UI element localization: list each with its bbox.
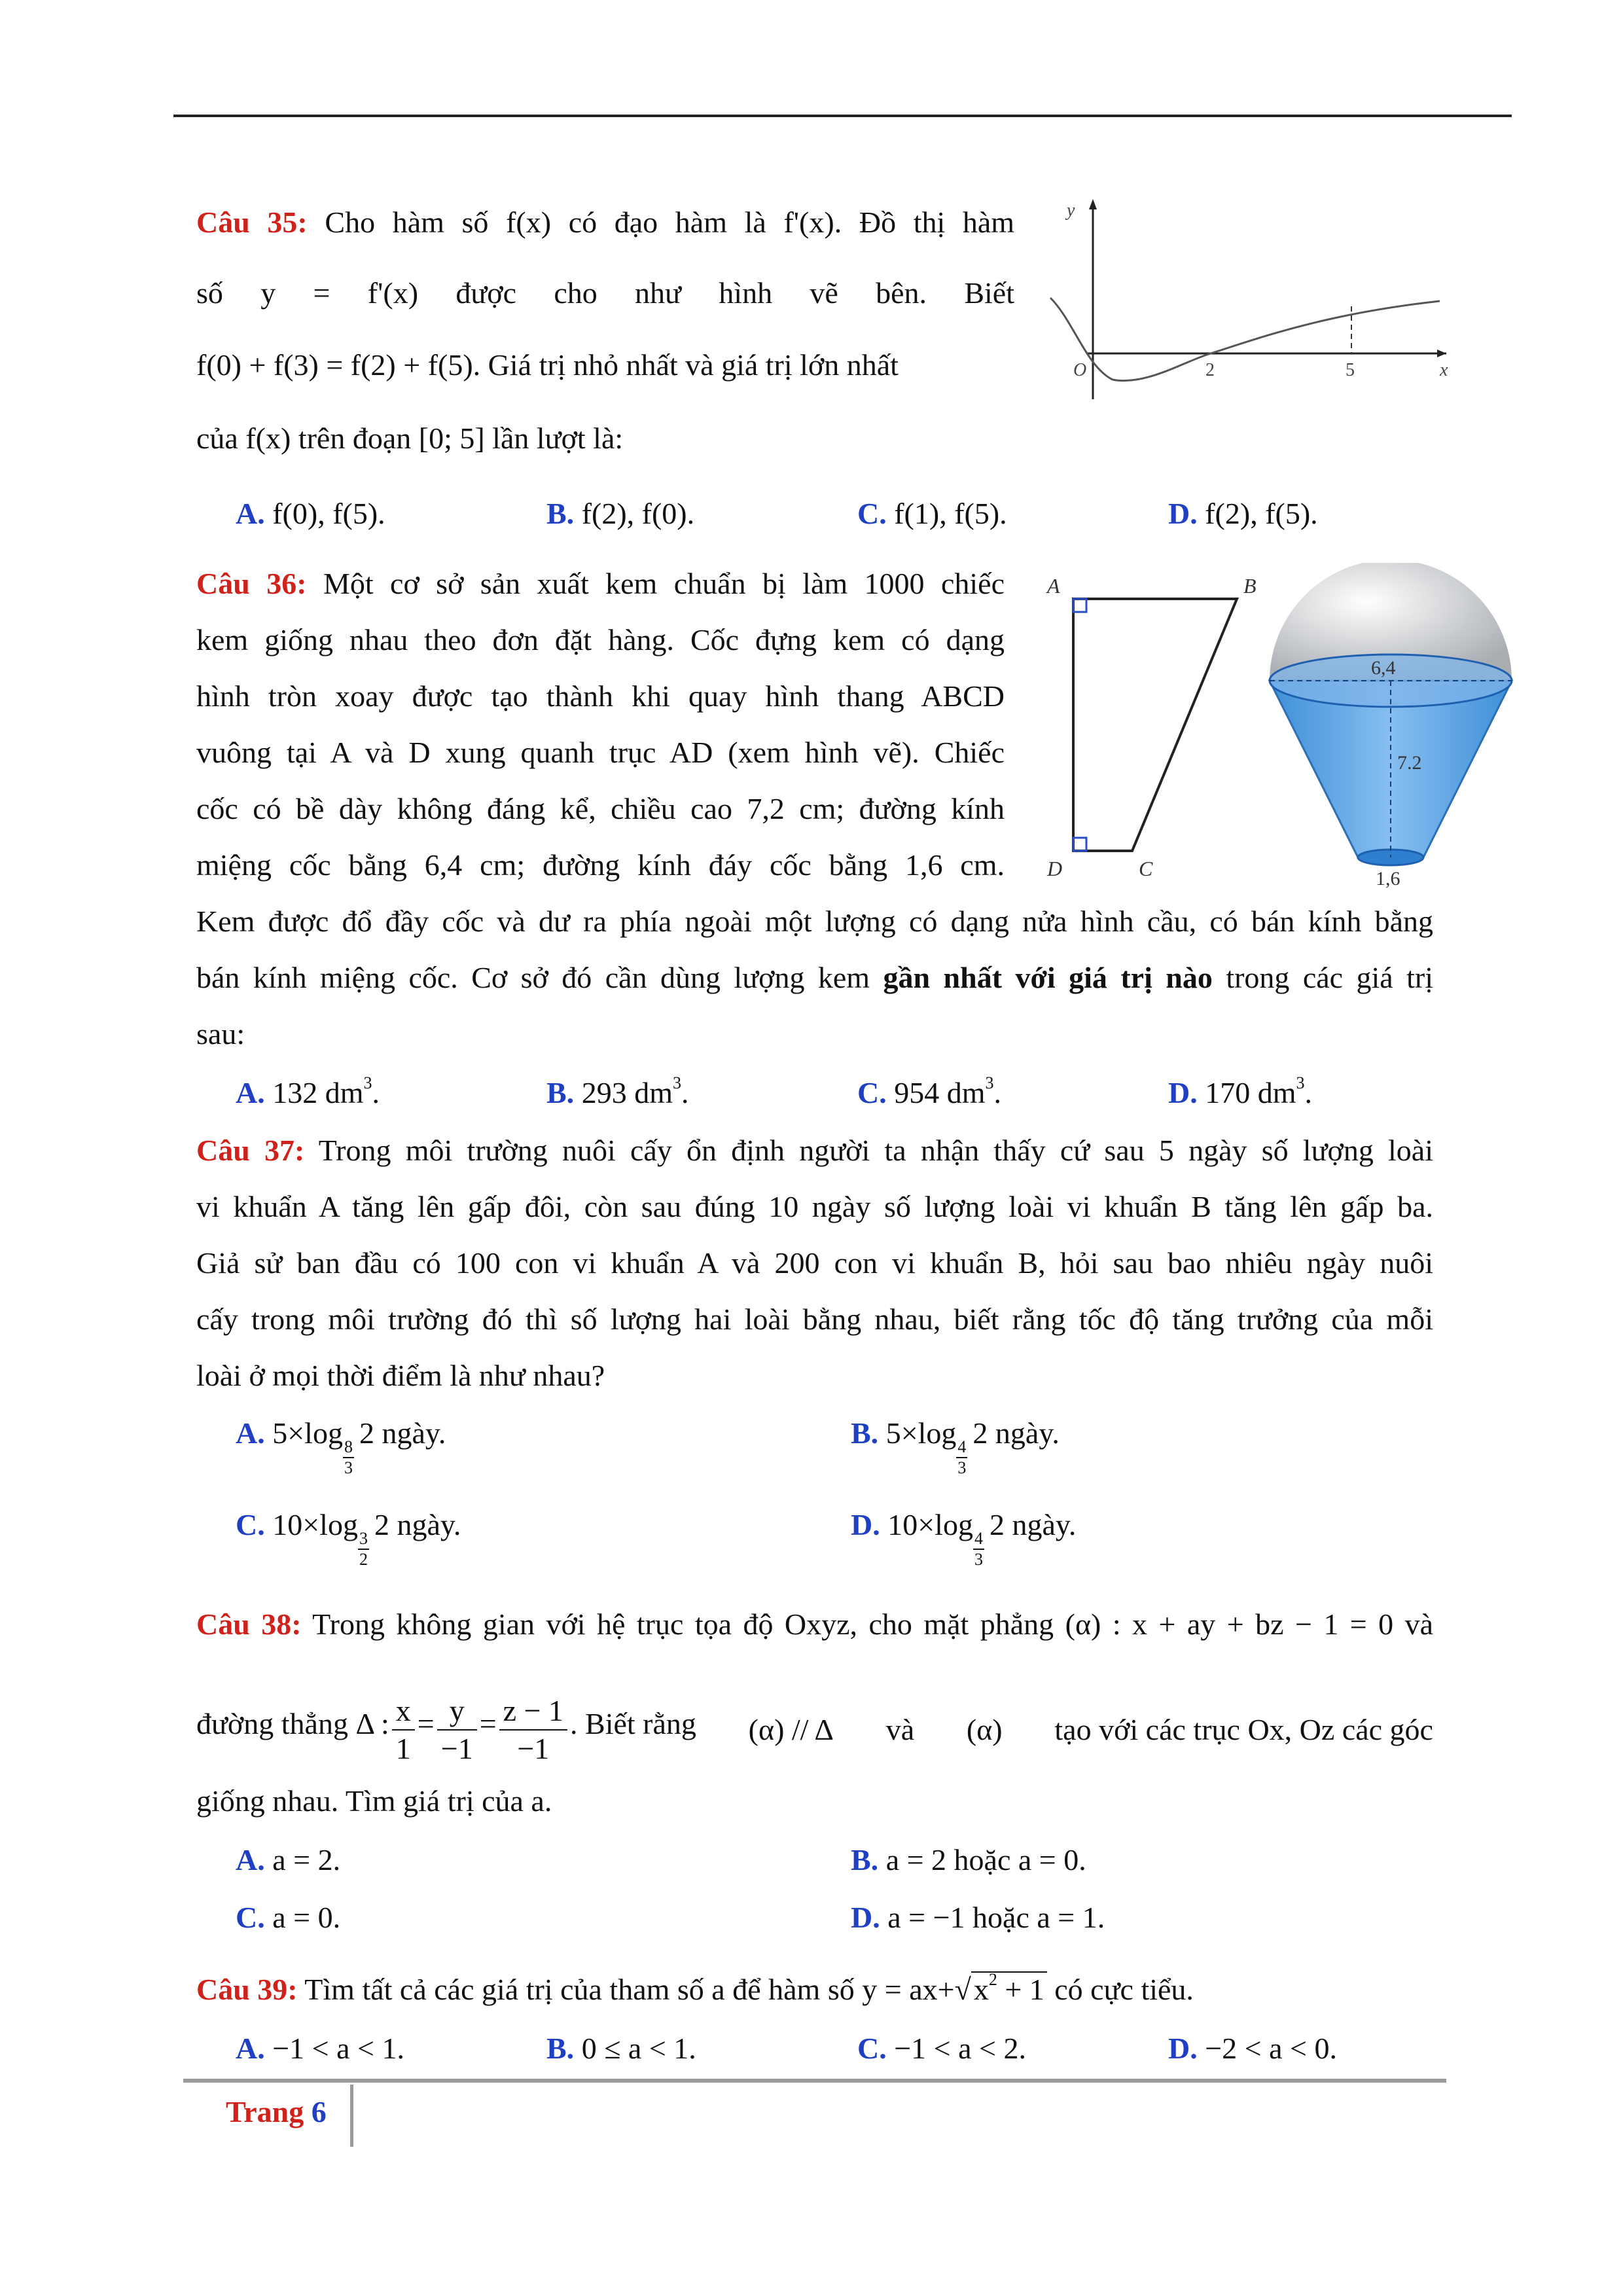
q35-derivative-graph bbox=[1047, 190, 1453, 399]
vertex-a: A bbox=[1047, 574, 1060, 598]
q39-line-1 bbox=[196, 1970, 1194, 2009]
q38-text: . Biết rằng bbox=[570, 1707, 696, 1740]
option-text: f(1), f(5). bbox=[894, 497, 1007, 530]
option-text: −2 < a < 0. bbox=[1205, 2032, 1337, 2065]
vertex-d: D bbox=[1047, 857, 1063, 880]
frac-num: z − 1 bbox=[499, 1693, 567, 1731]
graph-origin-label: O bbox=[1073, 360, 1087, 380]
q37-line-4: cấy trong môi trường đó thì số lượng hai loài bằng nhau, biết rằng tốc độ tăng trưởng của mỗi bbox=[196, 1302, 1433, 1336]
log-base-num: 4 bbox=[956, 1437, 967, 1458]
option-letter: C. bbox=[236, 1508, 265, 1541]
q35-eq: y = f'(x) bbox=[260, 276, 419, 310]
q35-condition: f(0) + f(3) = f(2) + f(5). bbox=[196, 348, 481, 382]
option-letter: A. bbox=[236, 1416, 265, 1450]
option-letter: B. bbox=[851, 1416, 879, 1450]
option-exponent: 3 bbox=[672, 1073, 681, 1092]
q39-option-b bbox=[546, 2029, 696, 2068]
option-text: 10×log bbox=[272, 1508, 358, 1541]
q35-text: Đồ thị hàm bbox=[859, 206, 1015, 239]
q37-line-2: vi khuẩn A tăng lên gấp đôi, còn sau đúng 10 ngày số lượng loài vi khuẩn B tăng lên gấp ba. bbox=[196, 1190, 1433, 1223]
q36-option-c bbox=[857, 1073, 1001, 1113]
page-number-value: 6 bbox=[311, 2095, 327, 2128]
option-text: a = 0. bbox=[272, 1901, 341, 1934]
q39-equation: y = ax+ bbox=[862, 1973, 955, 2006]
q35-fpx: f'(x). bbox=[783, 206, 842, 239]
footer-rule bbox=[183, 2079, 1446, 2083]
frac-den: −1 bbox=[517, 1732, 550, 1765]
label-bottom-diameter: 1,6 bbox=[1376, 868, 1400, 889]
q37-title: Câu 37: bbox=[196, 1134, 305, 1167]
q39-option-a bbox=[236, 2029, 404, 2068]
option-text: 2 ngày. bbox=[359, 1416, 446, 1450]
q35-option-c bbox=[857, 494, 1007, 533]
header-rule bbox=[173, 115, 1512, 117]
log-base-den: 3 bbox=[344, 1458, 353, 1477]
q35-text: trên đoạn bbox=[298, 422, 412, 455]
option-end: . bbox=[372, 1076, 380, 1109]
option-text: 954 dm bbox=[894, 1076, 986, 1109]
q38-fraction-x bbox=[392, 1693, 415, 1767]
q35-fx: f(x) bbox=[245, 422, 291, 455]
option-text: −1 < a < 2. bbox=[894, 2032, 1026, 2065]
q35-title: Câu 35: bbox=[196, 206, 308, 239]
q36-line-8 bbox=[196, 958, 1433, 997]
frac-den: 1 bbox=[395, 1732, 411, 1765]
option-letter: B. bbox=[546, 497, 575, 530]
q39-text: có cực tiểu. bbox=[1054, 1973, 1194, 2006]
graph-x-label: x bbox=[1440, 360, 1448, 380]
q35-text: lần lượt là: bbox=[492, 422, 624, 455]
q35-option-b bbox=[546, 494, 694, 533]
option-letter: B. bbox=[851, 1843, 879, 1876]
derivative-curve bbox=[1050, 298, 1440, 381]
option-letter: D. bbox=[851, 1508, 880, 1541]
log-base-fraction bbox=[973, 1529, 984, 1570]
q37-line-5: loài ở mọi thời điểm là như nhau? bbox=[196, 1359, 605, 1392]
y-axis-arrow bbox=[1089, 199, 1097, 209]
q39-sqrt-body bbox=[971, 1971, 1047, 2006]
q35-interval: [0; 5] bbox=[418, 422, 485, 455]
option-text: 293 dm bbox=[581, 1076, 673, 1109]
q39-option-c bbox=[857, 2029, 1026, 2068]
option-text: f(0), f(5). bbox=[272, 497, 385, 530]
frac-den: −1 bbox=[440, 1732, 473, 1765]
option-exponent: 3 bbox=[1296, 1073, 1305, 1092]
q38-text: và bbox=[1404, 1607, 1434, 1641]
q35-line-2 bbox=[196, 274, 1014, 313]
q37-option-d bbox=[851, 1505, 1076, 1570]
option-letter: C. bbox=[857, 1076, 887, 1109]
option-letter: A. bbox=[236, 2032, 265, 2065]
option-text: a = 2 hoặc a = 0. bbox=[885, 1843, 1086, 1876]
q38-option-c bbox=[236, 1898, 340, 1937]
graph-tick-2: 2 bbox=[1205, 360, 1215, 380]
sqrt-base: x bbox=[973, 1973, 989, 2006]
q36-line-5: cốc có bề dày không đáng kể, chiều cao 7,2 cm; đường kính bbox=[196, 792, 1005, 825]
option-letter: D. bbox=[1168, 2032, 1198, 2065]
option-text: 5×log bbox=[272, 1416, 343, 1450]
log-base-fraction bbox=[358, 1529, 369, 1570]
q35-option-d bbox=[1168, 494, 1318, 533]
q36-line-1 bbox=[196, 564, 1005, 603]
log-base-fraction bbox=[343, 1437, 354, 1478]
q35-fx: f(x) bbox=[506, 206, 552, 239]
q36-trapezoid-figure bbox=[1041, 569, 1257, 884]
q38-delta: Δ : bbox=[355, 1707, 389, 1740]
option-letter: A. bbox=[236, 1076, 265, 1109]
option-text: 2 ngày. bbox=[374, 1508, 461, 1541]
log-base-fraction bbox=[956, 1437, 967, 1478]
q35-text: Giá trị nhỏ nhất và giá trị lớn nhất bbox=[488, 348, 899, 382]
log-base-num: 4 bbox=[973, 1529, 984, 1550]
q37-text: Trong môi trường nuôi cấy ổn định người ta nhận thấy cứ sau 5 ngày số lượng loài bbox=[318, 1134, 1434, 1167]
label-top-diameter: 6,4 bbox=[1371, 657, 1396, 679]
footer-divider bbox=[350, 2085, 353, 2147]
q38-fraction-z bbox=[499, 1693, 567, 1767]
option-text: 170 dm bbox=[1205, 1076, 1296, 1109]
graph-tick-5: 5 bbox=[1346, 360, 1355, 380]
x-axis-arrow bbox=[1437, 350, 1446, 357]
option-end: . bbox=[993, 1076, 1002, 1109]
option-text: a = 2. bbox=[272, 1843, 341, 1876]
q36-option-d bbox=[1168, 1073, 1312, 1113]
q38-option-b bbox=[851, 1840, 1086, 1880]
q36-emphasis: gần nhất với giá trị nào bbox=[883, 961, 1213, 994]
q35-text: được cho như hình vẽ bên. Biết bbox=[455, 276, 1015, 310]
q37-option-c bbox=[236, 1505, 461, 1570]
option-letter: A. bbox=[236, 497, 265, 530]
option-text: 5×log bbox=[885, 1416, 957, 1450]
q36-text: bán kính miệng cốc. Cơ sở đó cần dùng lượng kem bbox=[196, 961, 870, 994]
option-text: 2 ngày. bbox=[972, 1416, 1060, 1450]
q36-line-4: vuông tại A và D xung quanh trục AD (xem hình vẽ). Chiếc bbox=[196, 736, 1005, 769]
right-angle-d bbox=[1073, 838, 1086, 851]
q38-parallel: (α) // Δ bbox=[748, 1713, 834, 1746]
q38-title: Câu 38: bbox=[196, 1607, 302, 1641]
option-text: f(2), f(0). bbox=[581, 497, 695, 530]
option-letter: B. bbox=[546, 2032, 575, 2065]
sqrt-tail: + 1 bbox=[997, 1973, 1044, 2006]
q38-text: tạo với các trục Ox, Oz các góc bbox=[1054, 1713, 1433, 1746]
q39-option-d bbox=[1168, 2029, 1337, 2068]
q38-text: Trong không gian với hệ trục tọa độ Oxyz, cho mặt phẳng bbox=[312, 1607, 1054, 1641]
log-base-den: 2 bbox=[359, 1550, 368, 1569]
q35-option-a bbox=[236, 494, 385, 533]
graph-y-label: y bbox=[1067, 200, 1075, 221]
q35-line-4 bbox=[196, 419, 623, 458]
q36-line-2: kem giống nhau theo đơn đặt hàng. Cốc đựng kem có dạng bbox=[196, 623, 1005, 656]
label-height: 7.2 bbox=[1397, 752, 1422, 774]
vertex-c: C bbox=[1139, 857, 1153, 880]
q36-option-a bbox=[236, 1073, 380, 1113]
q39-text: Tìm tất cả các giá trị của tham số a để hàm số bbox=[304, 1973, 855, 2006]
q36-option-b bbox=[546, 1073, 688, 1113]
option-letter: A. bbox=[236, 1843, 265, 1876]
q36-line-9: sau: bbox=[196, 1017, 245, 1050]
log-base-den: 3 bbox=[974, 1550, 983, 1569]
q36-line-3: hình tròn xoay được tạo thành khi quay hình thang ABCD bbox=[196, 679, 1005, 713]
q38-text: đường thẳng bbox=[196, 1707, 348, 1740]
q36-title: Câu 36: bbox=[196, 567, 307, 600]
log-base-num: 8 bbox=[343, 1437, 354, 1458]
q36-line-7: Kem được đổ đầy cốc và dư ra phía ngoài một lượng có dạng nửa hình cầu, có bán kính bằng bbox=[196, 905, 1433, 938]
option-letter: D. bbox=[1168, 1076, 1198, 1109]
page-number bbox=[226, 2094, 327, 2129]
option-letter: C. bbox=[236, 1901, 265, 1934]
option-letter: C. bbox=[857, 2032, 887, 2065]
option-text: 132 dm bbox=[272, 1076, 364, 1109]
q38-line-1 bbox=[196, 1605, 1433, 1644]
q38-plane-equation: (α) : x + ay + bz − 1 = 0 bbox=[1065, 1607, 1394, 1641]
option-text: a = −1 hoặc a = 1. bbox=[887, 1901, 1105, 1934]
right-angle-a bbox=[1073, 599, 1086, 612]
page-label: Trang bbox=[226, 2095, 304, 2128]
option-letter: B. bbox=[546, 1076, 575, 1109]
option-letter: D. bbox=[1168, 497, 1198, 530]
q37-line-3: Giả sử ban đầu có 100 con vi khuẩn A và 200 con vi khuẩn B, hỏi sau bao nhiêu ngày nuôi bbox=[196, 1246, 1433, 1280]
option-text: 2 ngày. bbox=[989, 1508, 1077, 1541]
q38-line-2 bbox=[196, 1693, 1433, 1767]
q38-line-3: giống nhau. Tìm giá trị của a. bbox=[196, 1784, 552, 1818]
q36-line-6: miệng cốc bằng 6,4 cm; đường kính đáy cốc bằng 1,6 cm. bbox=[196, 848, 1005, 882]
q36-text: trong các giá trị bbox=[1226, 961, 1434, 994]
option-text: 10×log bbox=[887, 1508, 973, 1541]
q39-title: Câu 39: bbox=[196, 1973, 298, 2006]
log-base-num: 3 bbox=[358, 1529, 369, 1550]
q35-text: số bbox=[196, 276, 223, 310]
frac-num: y bbox=[437, 1693, 477, 1731]
sqrt-sign: √ bbox=[954, 1973, 971, 2006]
option-end: . bbox=[1304, 1076, 1313, 1109]
frac-num: x bbox=[392, 1693, 415, 1731]
q37-line-1 bbox=[196, 1131, 1433, 1170]
q38-alpha: (α) bbox=[966, 1713, 1003, 1746]
q38-fraction-y bbox=[437, 1693, 477, 1767]
option-letter: D. bbox=[851, 1901, 880, 1934]
option-exponent: 3 bbox=[985, 1073, 994, 1092]
trapezoid-abcd bbox=[1073, 599, 1237, 851]
q38-option-d bbox=[851, 1898, 1105, 1937]
q35-text: có đạo hàm là bbox=[568, 206, 766, 239]
vertex-b: B bbox=[1243, 574, 1257, 598]
q37-option-b bbox=[851, 1414, 1060, 1478]
q35-text: Cho hàm số bbox=[325, 206, 489, 239]
q36-ice-cream-cup-figure bbox=[1257, 563, 1531, 890]
q35-line-3 bbox=[196, 346, 899, 385]
q35-text: của bbox=[196, 422, 238, 455]
q38-line-2-left: đường thẳng Δ : $\frac{x}{1}$ = $\frac{y}{-1}$ = $\frac{z - 1}{-1}$ . Biết rằng bbox=[196, 1693, 696, 1767]
q37-option-a bbox=[236, 1414, 446, 1478]
sqrt-exponent: 2 bbox=[988, 1970, 997, 1989]
log-base-den: 3 bbox=[957, 1458, 967, 1477]
q36-text: Một cơ sở sản xuất kem chuẩn bị làm 1000 chiếc bbox=[323, 567, 1005, 600]
option-text: 0 ≤ a < 1. bbox=[581, 2032, 696, 2065]
q38-text: và bbox=[885, 1713, 915, 1746]
option-end: . bbox=[681, 1076, 689, 1109]
q35-line-1 bbox=[196, 203, 1014, 242]
option-letter: C. bbox=[857, 497, 887, 530]
option-text: −1 < a < 1. bbox=[272, 2032, 404, 2065]
option-exponent: 3 bbox=[363, 1073, 372, 1092]
q38-option-a bbox=[236, 1840, 340, 1880]
option-text: f(2), f(5). bbox=[1205, 497, 1318, 530]
